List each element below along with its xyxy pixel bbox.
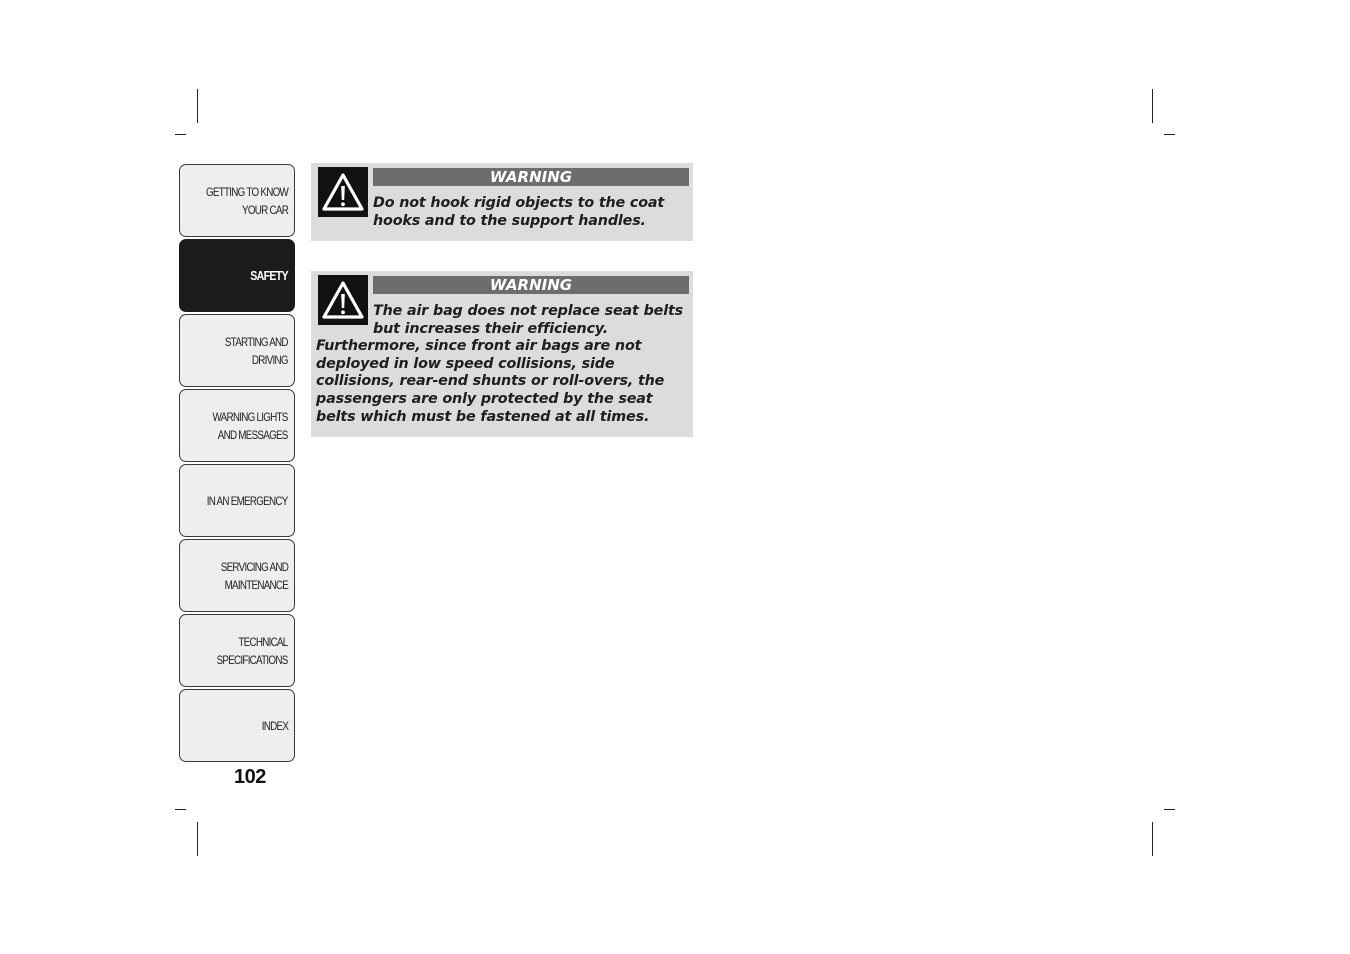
tab-warning-lights-and-messages[interactable] [179,389,295,462]
tab-safety[interactable] [179,239,295,312]
tab-label: INDEX [261,718,288,733]
crop-mark [1164,809,1175,810]
page-number: 102 [234,766,266,788]
crop-mark [1164,134,1175,135]
tab-label: WARNING LIGHTS AND MESSAGES [212,409,288,442]
tab-servicing-and-maintenance[interactable] [179,539,295,612]
warning-title: WARNING [373,276,689,294]
tab-label: GETTING TO KNOW YOUR CAR [205,184,288,217]
tab-technical-specifications[interactable] [179,614,295,687]
tab-index[interactable] [179,689,295,762]
crop-mark [197,89,198,123]
crop-mark [197,822,198,856]
tab-label: IN AN EMERGENCY [207,493,288,508]
crop-mark [175,134,186,135]
crop-mark [1152,822,1153,856]
tab-in-an-emergency[interactable] [179,464,295,537]
tab-label: SERVICING AND MAINTENANCE [220,559,288,592]
crop-mark [175,809,186,810]
tab-label: TECHNICAL SPECIFICATIONS [217,634,288,667]
crop-mark [1152,89,1153,123]
tab-label: STARTING AND DRIVING [225,334,288,367]
warning-box [311,271,693,437]
warning-body-text: Furthermore, since front air bags are not deployed in low speed collisions, side collisions, rear-end shunts or roll-overs, the passengers are only protected by the seat belts which must be fastened at all times. [316,338,665,425]
tab-label: SAFETY [250,267,288,283]
warning-lead-text: The air bag does not replace seat belts but increases their efficiency. [373,303,683,337]
warning-text [316,303,687,426]
warning-box [311,163,693,241]
warning-text [316,195,687,230]
tab-starting-and-driving[interactable] [179,314,295,387]
tab-getting-to-know-your-car[interactable] [179,164,295,237]
warning-lead-text: Do not hook rigid objects to the coat hooks and to the support handles. [373,195,665,229]
warning-title: WARNING [373,168,689,186]
